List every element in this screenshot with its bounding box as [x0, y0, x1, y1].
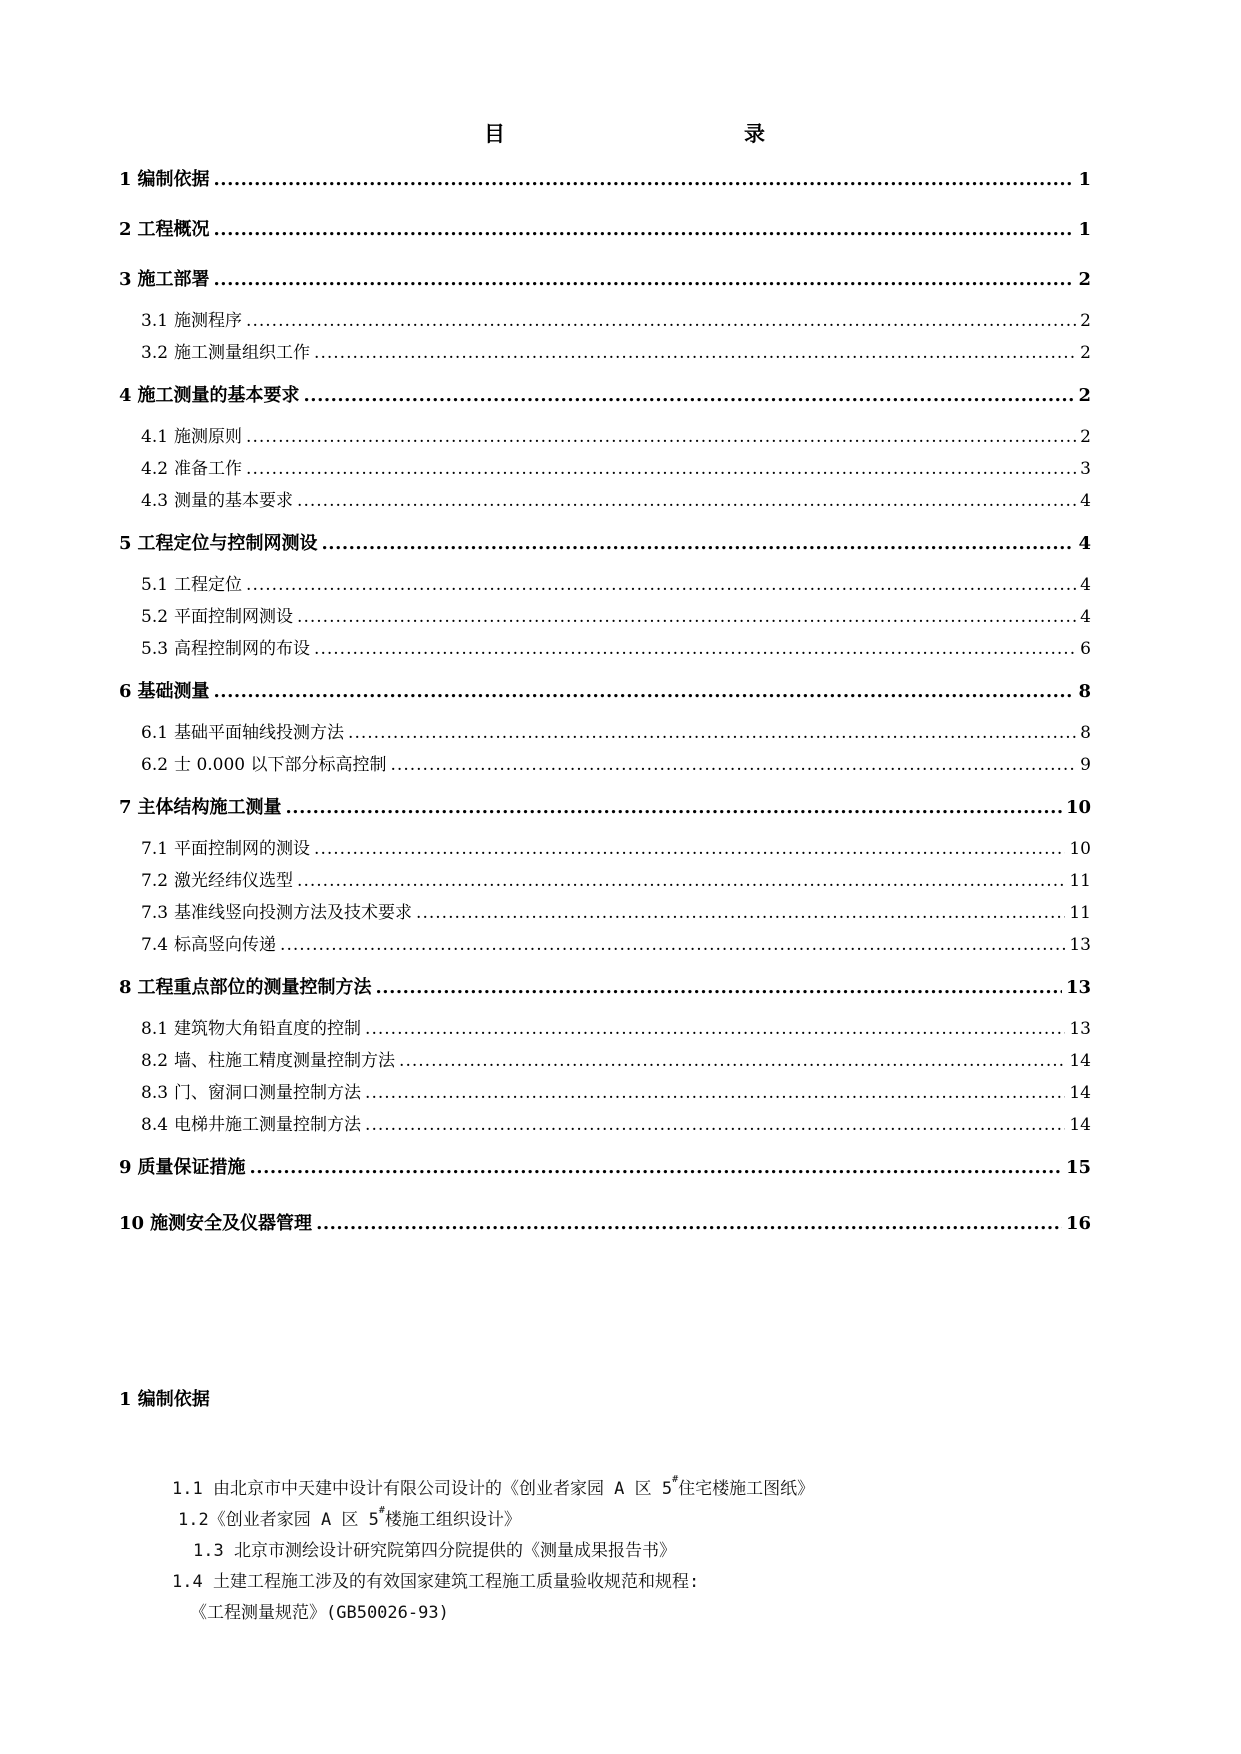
toc-dot-leader — [365, 1083, 1065, 1103]
toc-entry[interactable] — [141, 306, 1091, 332]
basis-item-1 — [172, 1474, 814, 1499]
toc-entry-number: 4.1 — [141, 427, 169, 447]
toc-dot-leader — [416, 903, 1065, 923]
toc-entry[interactable] — [141, 454, 1091, 480]
toc-entry-number: 8 — [119, 977, 132, 998]
toc-dot-leader — [246, 459, 1076, 479]
toc-page-number: 13 — [1069, 935, 1091, 955]
standard-reference: 《工程测量规范》(GB50026-93) — [190, 1603, 449, 1623]
toc-entry-number: 3.1 — [141, 311, 169, 331]
toc-entry-number: 2 — [119, 219, 132, 240]
toc-dot-leader — [280, 935, 1065, 955]
toc-page-number: 2 — [1078, 385, 1091, 406]
toc-entry[interactable] — [141, 866, 1091, 892]
toc-entry-label: 施工测量的基本要求 — [137, 385, 300, 406]
toc-entry-number: 10 — [119, 1213, 145, 1234]
toc-entry-label: 工程定位 — [174, 575, 243, 595]
toc-entry-number: 4.2 — [141, 459, 169, 479]
toc-entry-number: 7.4 — [141, 935, 169, 955]
toc-entry[interactable] — [141, 1078, 1091, 1104]
toc-dot-leader — [214, 269, 1075, 290]
toc-page-number: 14 — [1069, 1115, 1091, 1135]
toc-entry-label: 编制依据 — [137, 169, 210, 190]
toc-entry-label: 质量保证措施 — [137, 1157, 246, 1178]
toc-entry-label: 标高竖向传递 — [174, 935, 277, 955]
toc-page-number: 14 — [1069, 1083, 1091, 1103]
toc-entry-label: 施测原则 — [174, 427, 243, 447]
toc-entry-number: 8.2 — [141, 1051, 169, 1071]
toc-entry-number: 3.2 — [141, 343, 169, 363]
toc-entry-number: 5.1 — [141, 575, 169, 595]
basis-item-1-text-end: 住宅楼施工图纸》 — [678, 1479, 815, 1499]
toc-entry-number: 9 — [119, 1157, 132, 1178]
toc-entry-label: 建筑物大角铅直度的控制 — [174, 1019, 362, 1039]
toc-page-number: 4 — [1078, 533, 1091, 554]
basis-item-1-text: 1.1 由北京市中天建中设计有限公司设计的《创业者家园 A 区 5 — [172, 1479, 673, 1499]
toc-dot-leader — [250, 1157, 1062, 1178]
toc-dot-leader — [297, 871, 1065, 891]
toc-page-number: 13 — [1069, 1019, 1091, 1039]
toc-dot-leader — [246, 575, 1076, 595]
toc-entry-number: 8.1 — [141, 1019, 169, 1039]
toc-entry-label: 施工测量组织工作 — [174, 343, 311, 363]
toc-entry-label: 基础平面轴线投测方法 — [174, 723, 345, 743]
toc-page-number: 8 — [1078, 681, 1091, 702]
toc-entry[interactable] — [141, 602, 1091, 628]
basis-item-2-text: 1.2《创业者家园 A 区 5 — [178, 1510, 379, 1530]
toc-dot-leader — [399, 1051, 1065, 1071]
toc-entry-label: 平面控制网测设 — [174, 607, 294, 627]
toc-entry-number: 7.2 — [141, 871, 169, 891]
basis-item-4: 1.4 土建工程施工涉及的有效国家建筑工程施工质量验收规范和规程: — [172, 1572, 700, 1592]
toc-entry-label: 工程重点部位的测量控制方法 — [137, 977, 372, 998]
toc-dot-leader — [286, 797, 1062, 818]
toc-page-number: 2 — [1080, 427, 1091, 447]
toc-entry[interactable] — [119, 793, 1091, 819]
toc-entry[interactable] — [141, 898, 1091, 924]
toc-entry[interactable] — [141, 486, 1091, 512]
toc-entry[interactable] — [119, 165, 1091, 191]
toc-page-number: 8 — [1080, 723, 1091, 743]
toc-entry[interactable] — [141, 930, 1091, 956]
toc-page-number: 2 — [1078, 269, 1091, 290]
toc-dot-leader — [297, 491, 1076, 511]
toc-page-number: 11 — [1069, 871, 1091, 891]
toc-entry-label: 准备工作 — [174, 459, 243, 479]
toc-entry[interactable] — [141, 1110, 1091, 1136]
toc-entry[interactable] — [141, 422, 1091, 448]
toc-dot-leader — [316, 1213, 1062, 1234]
toc-page-number: 1 — [1078, 169, 1091, 190]
toc-entry-label: 电梯井施工测量控制方法 — [174, 1115, 362, 1135]
toc-entry[interactable] — [119, 973, 1091, 999]
toc-entry[interactable] — [119, 381, 1091, 407]
toc-page-number: 4 — [1080, 575, 1091, 595]
toc-entry[interactable] — [141, 570, 1091, 596]
toc-entry-number: 3 — [119, 269, 132, 290]
toc-dot-leader — [376, 977, 1062, 998]
toc-entry-number: 5.2 — [141, 607, 169, 627]
toc-entry-label: 平面控制网的测设 — [174, 839, 311, 859]
toc-entry-label: 工程定位与控制网测设 — [137, 533, 318, 554]
toc-entry-label: 主体结构施工测量 — [137, 797, 282, 818]
toc-entry[interactable] — [119, 1153, 1091, 1179]
toc-page-number: 14 — [1069, 1051, 1091, 1071]
toc-dot-leader — [322, 533, 1075, 554]
toc-entry[interactable] — [141, 1014, 1091, 1040]
toc-entry-label: 基础测量 — [137, 681, 210, 702]
toc-entry[interactable] — [141, 834, 1091, 860]
toc-page-number: 4 — [1080, 607, 1091, 627]
toc-entry[interactable] — [141, 338, 1091, 364]
toc-dot-leader — [297, 607, 1076, 627]
toc-entry-number: 7.1 — [141, 839, 169, 859]
toc-entry-number: 7 — [119, 797, 132, 818]
toc-page-number: 10 — [1065, 797, 1091, 818]
toc-entry-number: 5.3 — [141, 639, 169, 659]
toc-page-number: 9 — [1080, 755, 1091, 775]
toc-entry-label: 施测安全及仪器管理 — [150, 1213, 313, 1234]
toc-dot-leader — [365, 1115, 1065, 1135]
toc-entry-label: 测量的基本要求 — [174, 491, 294, 511]
toc-entry-number: 5 — [119, 533, 132, 554]
toc-entry-label: 工程概况 — [137, 219, 210, 240]
toc-title-left: 目 — [484, 121, 505, 146]
toc-entry[interactable] — [119, 265, 1091, 291]
toc-entry-number: 7.3 — [141, 903, 169, 923]
toc-entry[interactable] — [119, 215, 1091, 241]
toc-entry-label: 施工部署 — [137, 269, 210, 290]
toc-entry-label: 墙、柱施工精度测量控制方法 — [174, 1051, 396, 1071]
toc-entry-number: 1 — [119, 169, 132, 190]
toc-page-number: 16 — [1065, 1213, 1091, 1234]
toc-entry[interactable] — [119, 677, 1091, 703]
toc-page-number: 1 — [1078, 219, 1091, 240]
toc-entry-number: 8.3 — [141, 1083, 169, 1103]
toc-dot-leader — [304, 385, 1075, 406]
basis-item-1-superscript: # — [672, 1474, 679, 1485]
toc-entry-number: 6.2 — [141, 755, 169, 775]
toc-dot-leader — [365, 1019, 1065, 1039]
toc-entry-label: 高程控制网的布设 — [174, 639, 311, 659]
toc-entry-number: 8.4 — [141, 1115, 169, 1135]
toc-page-number: 2 — [1080, 343, 1091, 363]
toc-entry[interactable] — [141, 1046, 1091, 1072]
toc-dot-leader — [391, 755, 1077, 775]
basis-item-3: 1.3 北京市测绘设计研究院第四分院提供的《测量成果报告书》 — [193, 1541, 676, 1561]
toc-entry[interactable] — [119, 1209, 1091, 1235]
toc-dot-leader — [314, 343, 1076, 363]
toc-dot-leader — [246, 427, 1076, 447]
toc-title-right: 录 — [744, 121, 765, 146]
toc-page-number: 15 — [1065, 1157, 1091, 1178]
toc-entry[interactable] — [141, 750, 1091, 776]
toc-entry-number: 4 — [119, 385, 132, 406]
toc-page-number: 6 — [1080, 639, 1091, 659]
toc-dot-leader — [214, 219, 1075, 240]
basis-item-2-text-end: 楼施工组织设计》 — [384, 1510, 521, 1530]
basis-item-2-superscript: # — [378, 1505, 385, 1516]
toc-page-number: 10 — [1069, 839, 1091, 859]
toc-dot-leader — [246, 311, 1076, 331]
toc-entry-number: 4.3 — [141, 491, 169, 511]
toc-entry-label: 施测程序 — [174, 311, 243, 331]
toc-entry-number: 6 — [119, 681, 132, 702]
toc-entry-number: 6.1 — [141, 723, 169, 743]
toc-entry-label: 基准线竖向投测方法及技术要求 — [174, 903, 413, 923]
toc-dot-leader — [314, 839, 1065, 859]
toc-dot-leader — [214, 169, 1075, 190]
toc-entry[interactable] — [119, 529, 1091, 555]
basis-item-2 — [178, 1505, 521, 1530]
toc-entry[interactable] — [141, 634, 1091, 660]
toc-entry[interactable] — [141, 718, 1091, 744]
section-heading: 1 编制依据 — [119, 1389, 210, 1410]
toc-page-number: 11 — [1069, 903, 1091, 923]
toc-dot-leader — [314, 639, 1076, 659]
toc-page-number: 4 — [1080, 491, 1091, 511]
toc-page-number: 13 — [1065, 977, 1091, 998]
toc-entry-label: 门、窗洞口测量控制方法 — [174, 1083, 362, 1103]
toc-dot-leader — [214, 681, 1075, 702]
toc-page-number: 2 — [1080, 311, 1091, 331]
toc-page-number: 3 — [1080, 459, 1091, 479]
toc-entry-label: 士 0.000 以下部分标高控制 — [174, 755, 387, 775]
toc-dot-leader — [348, 723, 1076, 743]
toc-entry-label: 激光经纬仪选型 — [174, 871, 294, 891]
